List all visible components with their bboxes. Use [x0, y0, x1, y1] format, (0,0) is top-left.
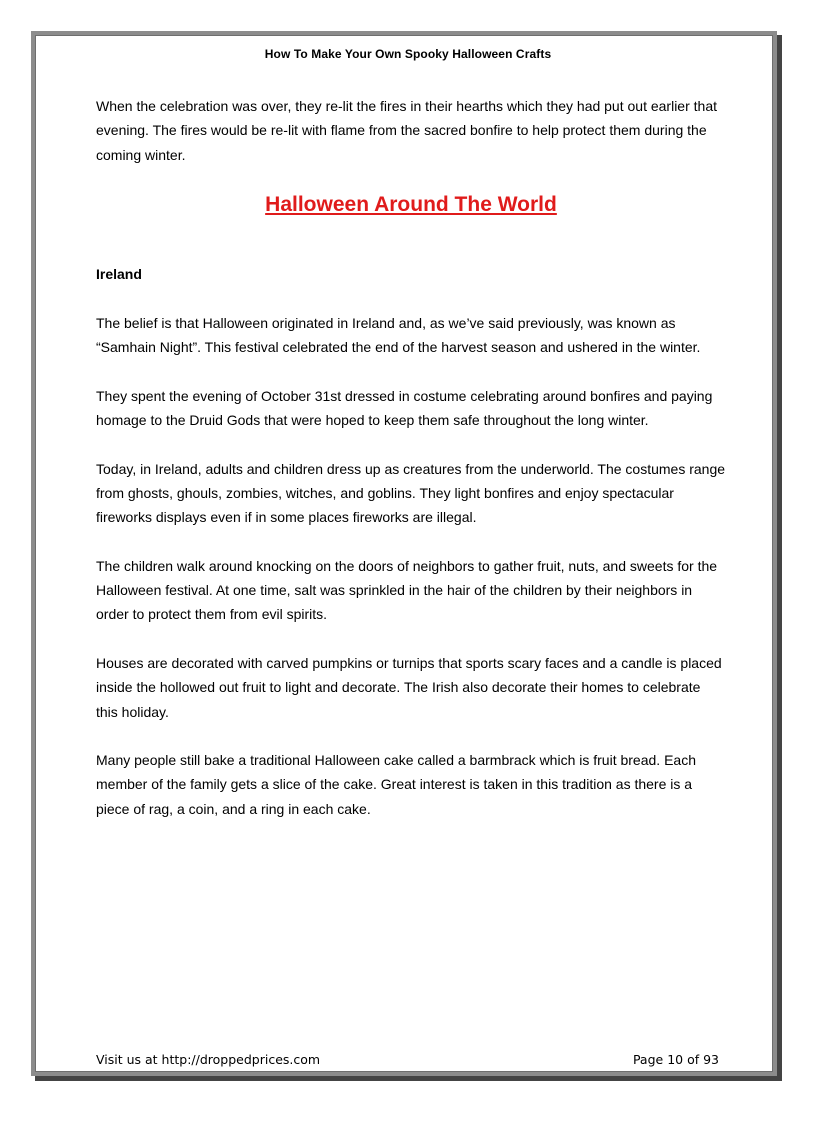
- page-border-shadow-bottom: [35, 1076, 781, 1081]
- section-title: Halloween Around The World: [265, 193, 557, 217]
- page-footer: [96, 1052, 719, 1067]
- paragraph: The children walk around knocking on the doors of neighbors to gather fruit, nuts, and sweets for the Halloween festival. At one time, salt was sprinkled in the hair of the children by their neighbors in order to protect them from evil spirits.: [96, 557, 718, 623]
- paragraph: They spent the evening of October 31st dressed in costume celebrating around bonfires and paying homage to the Druid Gods that were hoped to keep them safe throughout the long winter.: [96, 387, 713, 428]
- paragraph: Many people still bake a traditional Halloween cake called a barmbrack which is fruit bread. Each member of the family gets a slice of the cake. Great interest is taken in this tradition as there is a piece of rag, a coin, and a ring in each cake.: [96, 752, 696, 817]
- running-header: How To Make Your Own Spooky Halloween Crafts: [264, 47, 552, 61]
- paragraph: Today, in Ireland, adults and children dress up as creatures from the underworld. The costumes range from ghosts, ghouls, zombies, witches, and goblins. They light bonfires and enjoy spectacular fireworks displays even if in some places fireworks are illegal.: [96, 460, 726, 526]
- paragraph: The belief is that Halloween originated in Ireland and, as we’ve said previously, was known as “Samhain Night”. This festival celebrated the end of the harvest season and ushered in the winter.: [96, 314, 701, 356]
- footer-visit-link[interactable]: Visit us at http://droppedprices.com: [96, 1052, 321, 1067]
- page-content: [96, 94, 726, 845]
- footer-page-number: Page 10 of 93: [632, 1052, 719, 1067]
- page-border-shadow-right: [777, 35, 782, 1081]
- paragraph: Houses are decorated with carved pumpkins or turnips that sports scary faces and a candle is placed inside the hollowed out fruit to light and decorate. The Irish also decorate their homes to celebrate this holiday.: [96, 654, 722, 720]
- subheading-ireland: Ireland: [96, 266, 142, 283]
- intro-paragraph: When the celebration was over, they re-lit the fires in their hearths which they had put out earlier that evening. The fires would be re-lit with flame from the sacred bonfire to help protect them during the coming winter.: [96, 98, 717, 163]
